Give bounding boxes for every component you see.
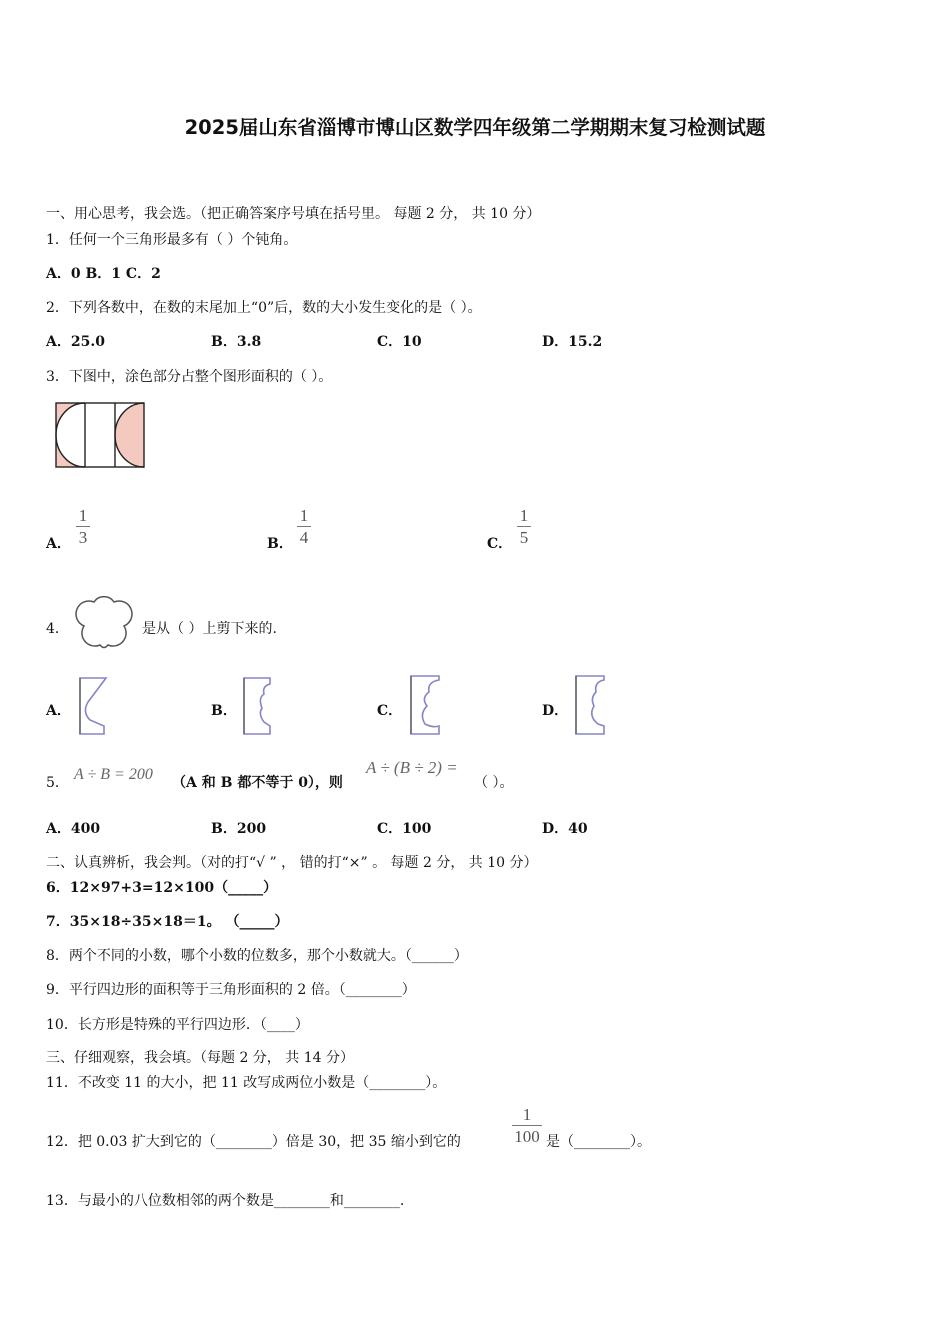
section2-header: 二、认真辨析，我会判。（对的打“√ ” ， 错的打“×” 。 每题 2 分， 共 10 分） [46, 855, 538, 871]
q8-text: 8．两个不同的小数，哪个小数的位数多，那个小数就大。（______） [46, 948, 468, 964]
q4-number: 4． [46, 621, 69, 637]
q3-fraction-a [76, 507, 90, 546]
q4-shape-d [570, 672, 610, 738]
q12-numerator: 1 [522, 1105, 532, 1124]
q3-fraction-b [297, 507, 311, 546]
q12-denominator: 100 [514, 1127, 540, 1146]
q2-option-d: D．15.2 [542, 334, 603, 350]
q1-text: 1．任何一个三角形最多有（ ）个钝角。 [46, 232, 298, 248]
q2-option-c: C．10 [377, 334, 422, 350]
q4-shape-a [74, 674, 110, 738]
q4-text: 是从（ ）上剪下来的. [142, 621, 277, 637]
q3-b-numerator: 1 [299, 506, 309, 525]
q4-option-b: B． [211, 703, 237, 719]
q4-option-c: C． [377, 703, 403, 719]
q3-b-denominator: 4 [299, 528, 309, 547]
q5-option-c: C．100 [377, 821, 432, 837]
q3-figure [53, 400, 149, 470]
page-title: 2025届山东省淄博市博山区数学四年级第二学期期末复习检测试题 [184, 116, 766, 139]
q3-fraction-c [517, 507, 531, 546]
q3-c-denominator: 5 [519, 528, 529, 547]
q3-c-numerator: 1 [519, 506, 529, 525]
section1-header: 一、用心思考，我会选。（把正确答案序号填在括号里。 每题 2 分， 共 10 分） [46, 206, 541, 222]
q4-option-a: A． [46, 703, 71, 719]
q11-text: 11．不改变 11 的大小，把 11 改写成两位小数是（________）。 [46, 1075, 447, 1091]
q4-shape-c [405, 672, 445, 738]
q7-text: 7．35×18÷35×18＝1。 （_____） [46, 914, 289, 930]
q5-answer-blank: （ ）。 [474, 775, 514, 791]
q6-text: 6．12×97+3=12×100（_____） [46, 880, 278, 896]
q5-option-a: A．400 [46, 821, 101, 837]
section3-header: 三、仔细观察，我会填。（每题 2 分， 共 14 分） [46, 1050, 354, 1066]
q4-clover-shape [72, 588, 136, 652]
q3-shaded-right [115, 403, 144, 467]
q3-text: 3．下图中，涂色部分占整个图形面积的（ ）。 [46, 369, 333, 385]
q3-option-b: B． [267, 536, 293, 552]
q1-options: A．0 B．1 C．2 [46, 266, 161, 282]
q5-expression-1: A ÷ B = 200 [74, 766, 153, 783]
q12-text-b: 是（________）。 [546, 1134, 651, 1150]
q2-text: 2．下列各数中，在数的末尾加上“0”后，数的大小发生变化的是（ ）。 [46, 300, 482, 316]
q3-shaded-left [56, 403, 85, 467]
q5-condition: （A 和 B 都不等于 0），则 [172, 775, 343, 791]
q9-text: 9．平行四边形的面积等于三角形面积的 2 倍。（________） [46, 982, 416, 998]
q5-option-d: D．40 [542, 821, 588, 837]
q3-option-a: A． [46, 536, 71, 552]
q4-shape-b [238, 674, 278, 738]
q4-option-d: D． [542, 703, 569, 719]
q3-option-c: C． [487, 536, 513, 552]
q12-fraction [512, 1106, 542, 1145]
q12-text-a: 12．把 0.03 扩大到它的（________）倍是 30，把 35 缩小到它的 [46, 1134, 461, 1150]
q3-a-denominator: 3 [78, 528, 88, 547]
q10-text: 10．长方形是特殊的平行四边形．（____） [46, 1017, 309, 1033]
q5-expression-2: A ÷ (B ÷ 2) = [366, 758, 458, 777]
q5-option-b: B．200 [211, 821, 267, 837]
q3-a-numerator: 1 [78, 506, 88, 525]
q2-option-b: B．3.8 [211, 334, 262, 350]
q5-number: 5． [46, 775, 69, 791]
q13-text: 13．与最小的八位数相邻的两个数是________和________. [46, 1193, 405, 1209]
q2-option-a: A．25.0 [46, 334, 105, 350]
